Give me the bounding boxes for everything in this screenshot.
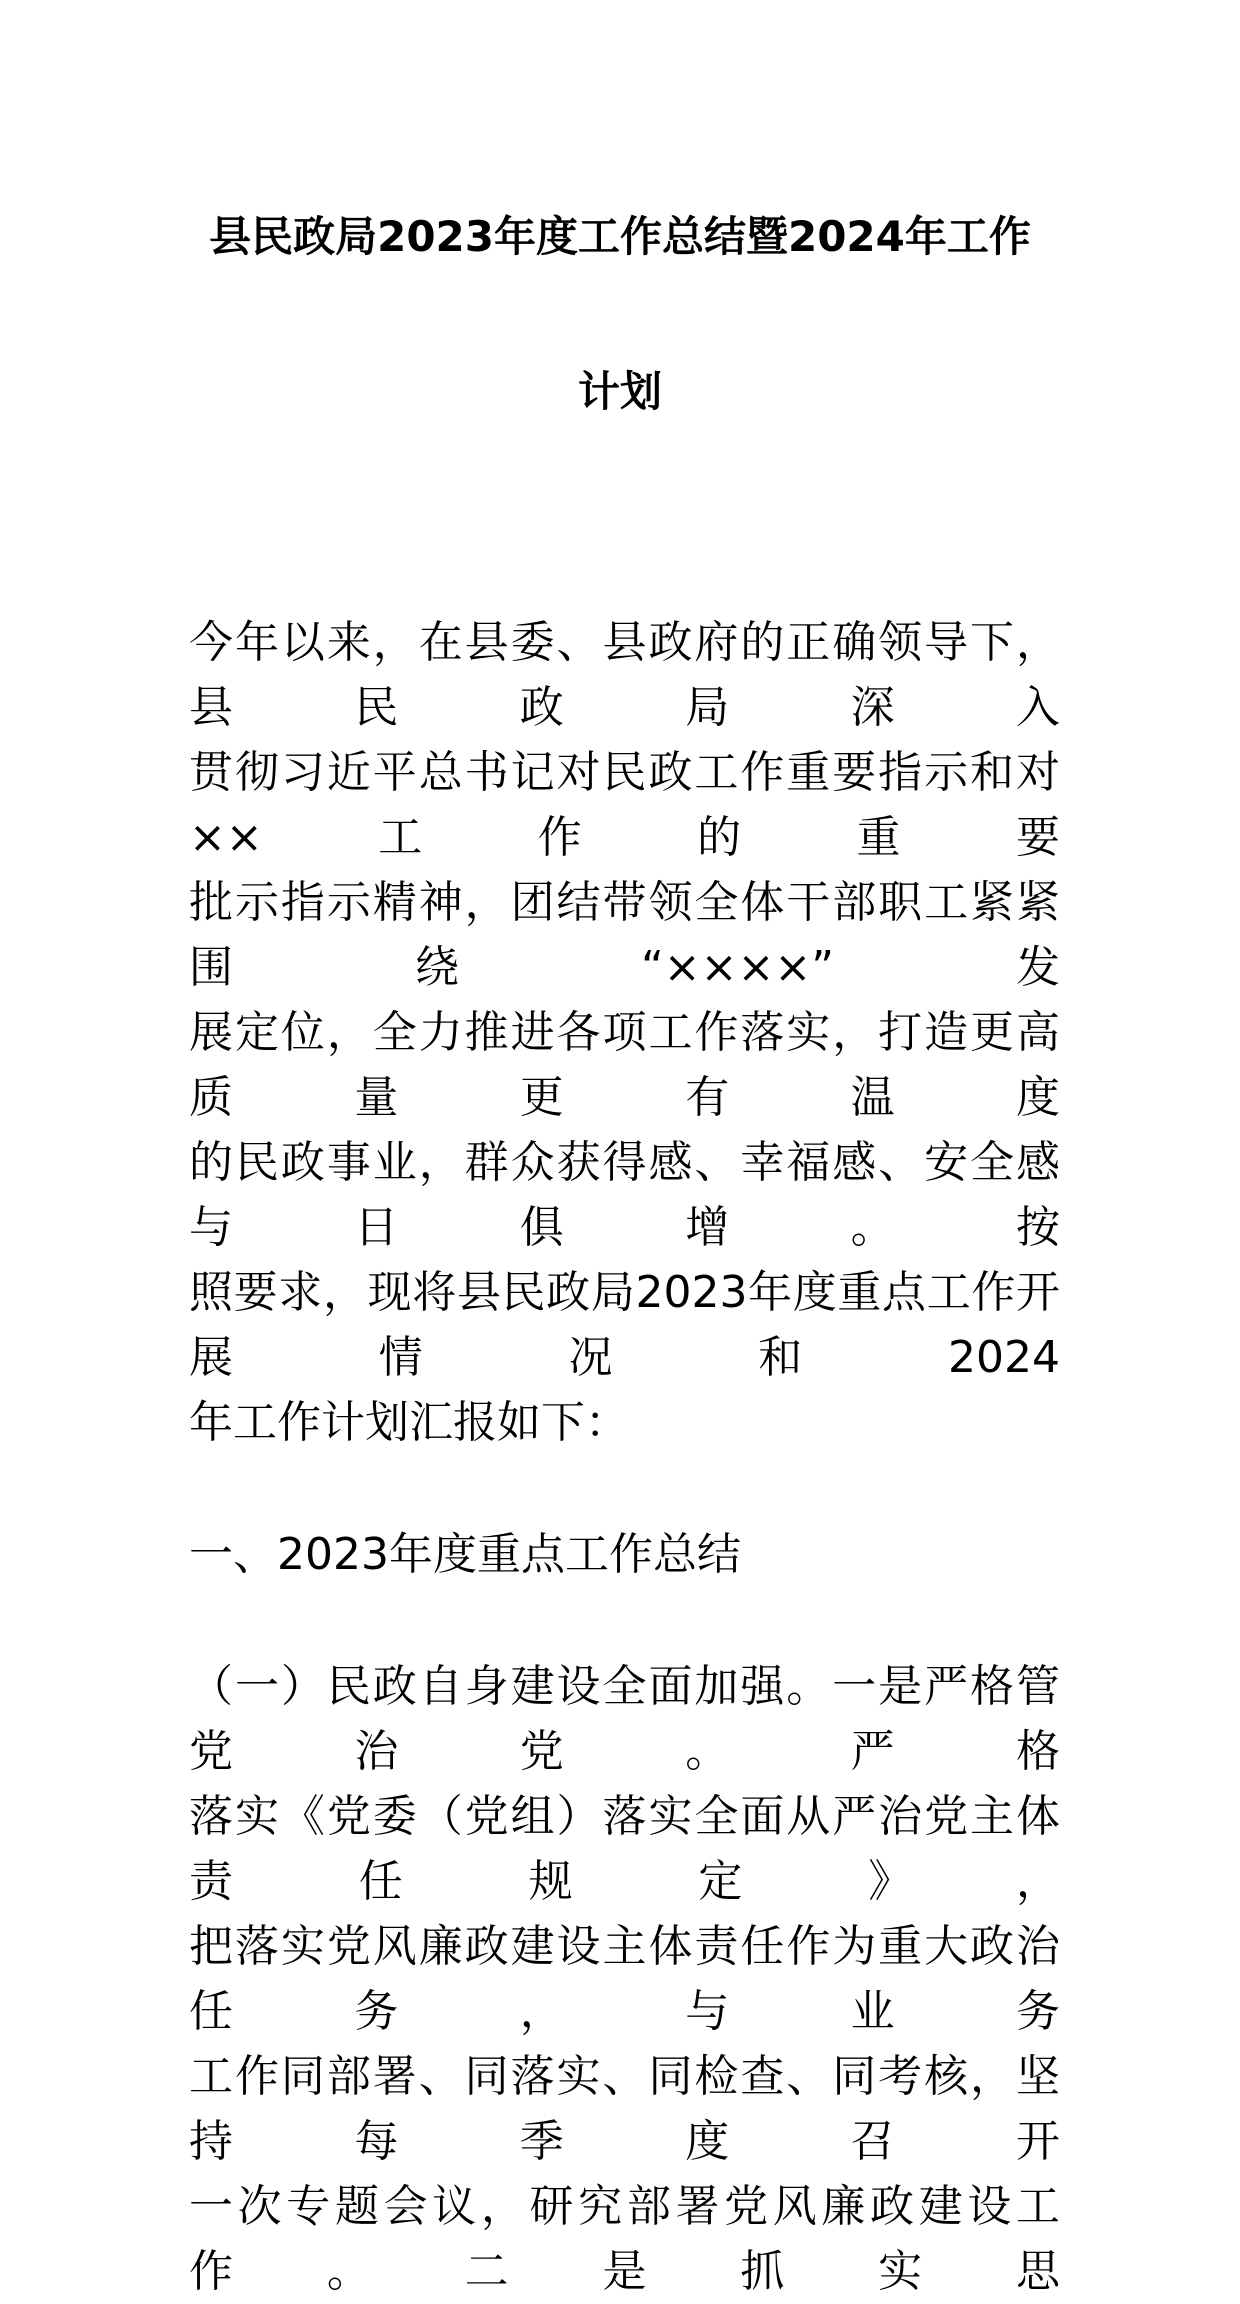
- section-1-paragraph: [189, 1654, 1060, 2304]
- paragraph-line: 年工作计划汇报如下：: [189, 1397, 629, 1448]
- paragraph-line: 照要求，现将县民政局2023年度重点工作开展情况和2024: [189, 1267, 1060, 1383]
- paragraph-line: 把落实党风廉政建设主体责任作为重大政治任务，与业务: [189, 1921, 1060, 2037]
- paragraph-line: 的民政事业，群众获得感、幸福感、安全感与日俱增。按: [189, 1137, 1060, 1253]
- document-title-line-2: 计划: [577, 367, 662, 416]
- paragraph-line: 一次专题会议，研究部署党风廉政建设工作。二是抓实思: [189, 2181, 1060, 2297]
- paragraph-line: 展定位，全力推进各项工作落实，打造更高质量更有温度: [189, 1007, 1060, 1123]
- paragraph-line: （一）民政自身建设全面加强。一是严格管党治党。严格: [189, 1661, 1060, 1777]
- paragraph-line: 今年以来，在县委、县政府的正确领导下，县民政局深入: [189, 617, 1060, 733]
- paragraph-line: 批示指示精神，团结带领全体干部职工紧紧围绕“××××”发: [189, 877, 1060, 993]
- section-heading: 一、2023年度重点工作总结: [189, 1529, 741, 1580]
- intro-paragraph: [189, 610, 1060, 1455]
- document-title-line-1: 县民政局2023年度工作总结暨2024年工作: [209, 212, 1031, 261]
- paragraph-line: 贯彻习近平总书记对民政工作重要指示和对××工作的重要: [189, 747, 1060, 863]
- paragraph-line: 落实《党委（党组）落实全面从严治党主体责任规定》，: [189, 1791, 1060, 1907]
- section-heading-block: [189, 1522, 1060, 1587]
- paragraph-line: 工作同部署、同落实、同检查、同考核，坚持每季度召开: [189, 2051, 1060, 2167]
